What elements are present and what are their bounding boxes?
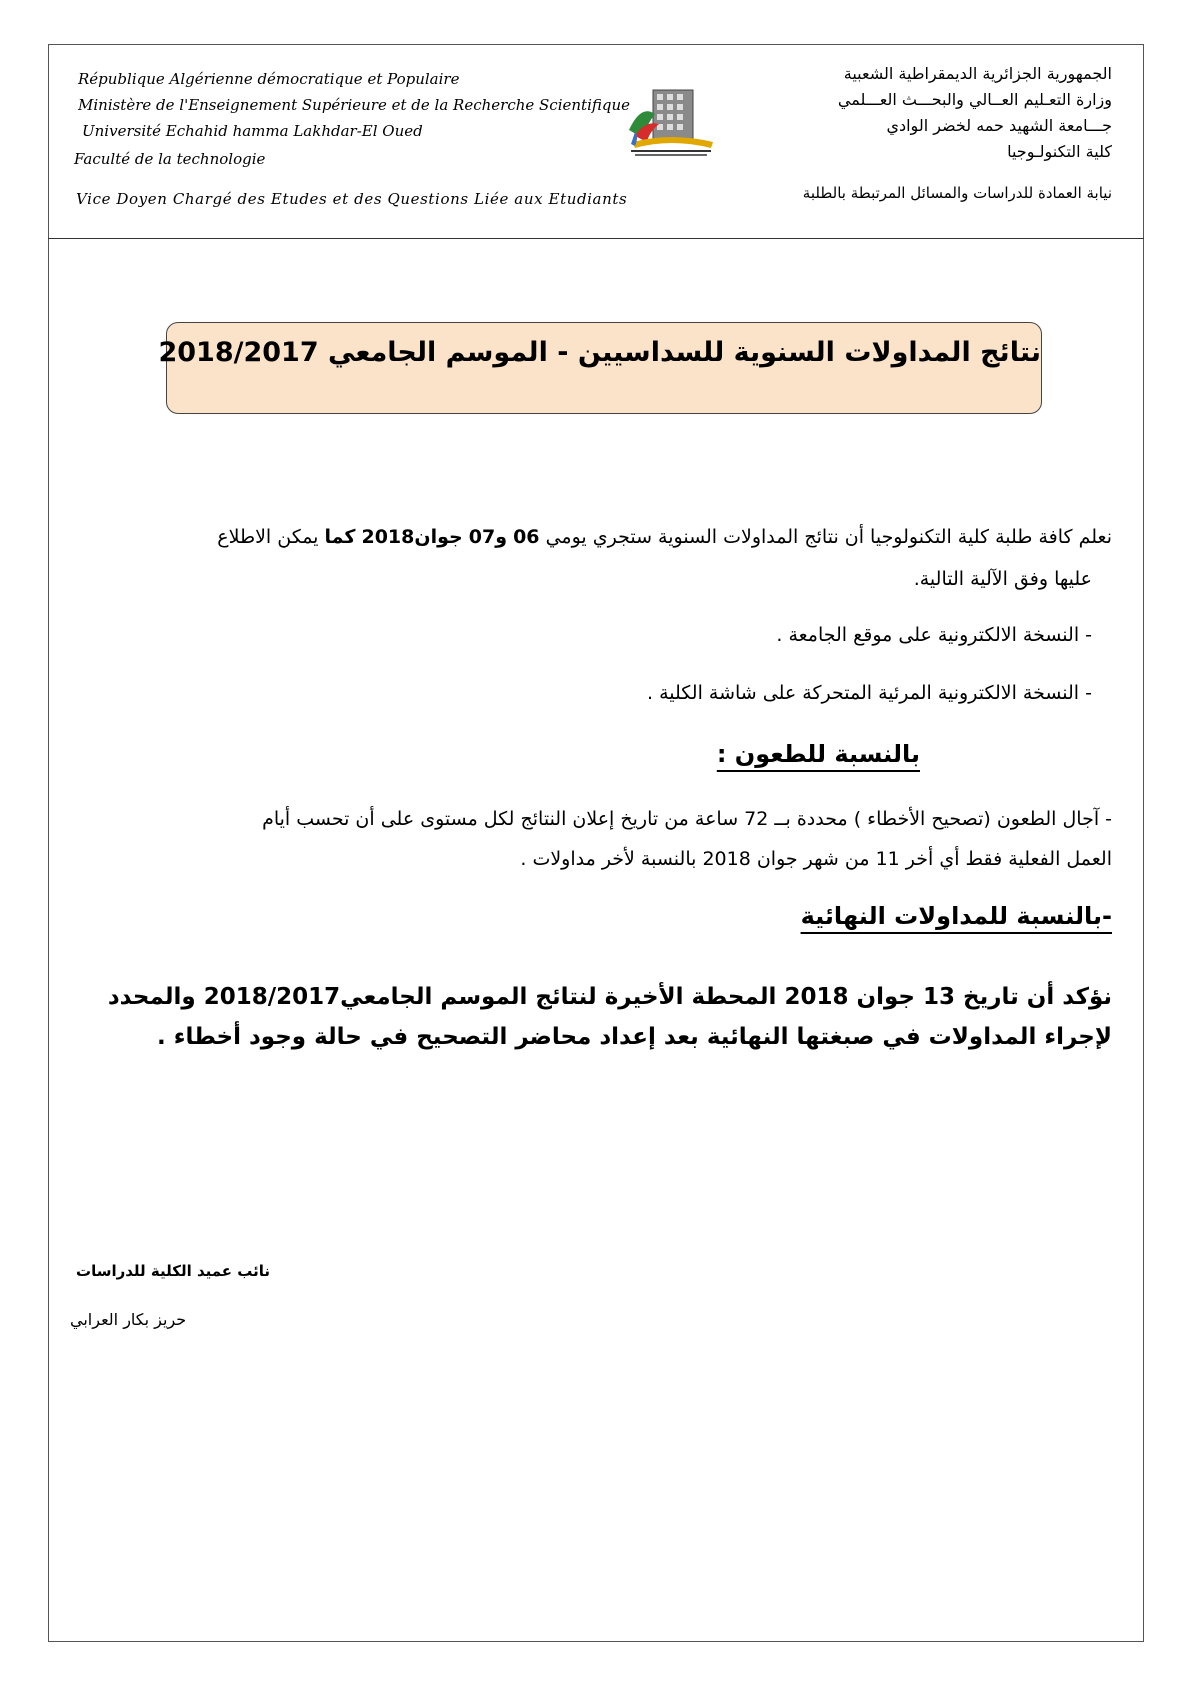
header-ar-vice-dean: نيابة العمادة للدراسات والمسائل المرتبطة بالطلبة — [802, 184, 1112, 202]
page-frame — [48, 44, 1144, 1642]
header-fr-vice-dean: Vice Doyen Chargé des Etudes et des Questions Liée aux Etudiants — [76, 190, 628, 208]
appeals-line-2: العمل الفعلية فقط أي أخر 11 من شهر جوان 2018 بالنسبة لأخر مداولات . — [520, 848, 1112, 870]
intro-day-1: 06 — [513, 526, 540, 548]
intro-day-2: 07 — [468, 526, 496, 548]
appeals-line-1: - آجال الطعون (تصحيح الأخطاء ) محددة بــ 72 ساعة من تاريخ إعلان النتائج لكل مستوى على أن تحسب أيام — [262, 808, 1112, 830]
university-logo — [625, 84, 717, 170]
signature-role: نائب عميد الكلية للدراسات — [76, 1262, 271, 1280]
header-ar-ministry: وزارة التعـليم العــالي والبحـــث العـــلمي — [837, 90, 1112, 109]
appeals-heading: بالنسبة للطعون : — [716, 740, 920, 768]
header-fr-ministry: Ministère de l'Enseignement Supérieure et de la Recherche Scientifique — [78, 96, 631, 114]
intro-line-2: عليها وفق الآلية التالية. — [913, 568, 1092, 590]
page-title: نتائج المداولات السنوية للسداسيين - الموسم الجامعي 2018/2017 — [158, 337, 1041, 368]
intro-month-year: جوان2018 — [361, 526, 463, 548]
header-ar-university: جـــامعة الشهيد حمه لخضر الوادي — [886, 116, 1112, 135]
bullet-website: - النسخة الالكترونية على موقع الجامعة . — [776, 624, 1092, 646]
intro-kama: كما — [324, 526, 356, 548]
signature-name: حريز بكار العرابي — [70, 1310, 187, 1329]
intro-line-1 — [217, 526, 1112, 548]
header-ar-republic: الجمهورية الجزائرية الديمقراطية الشعبية — [843, 64, 1112, 83]
final-line-2: لإجراء المداولات في صبغتها النهائية بعد إعداد محاضر التصحيح في حالة وجود أخطاء . — [156, 1024, 1112, 1050]
header-fr-faculty: Faculté de la technologie — [74, 150, 266, 168]
final-line-1: نؤكد أن تاريخ 13 جوان 2018 المحطة الأخيرة لنتائج الموسم الجامعي2018/2017 والمحدد — [107, 984, 1112, 1010]
final-heading: -بالنسبة للمداولات النهائية — [800, 902, 1112, 930]
intro-text-start: نعلم كافة طلبة كلية التكنولوجيا أن نتائج المداولات السنوية ستجري يومي — [545, 526, 1112, 548]
intro-text-end: يمكن الاطلاع — [217, 526, 319, 548]
bullet-screen: - النسخة الالكترونية المرئية المتحركة على شاشة الكلية . — [647, 682, 1092, 704]
header-fr-republic: République Algérienne démocratique et Populaire — [78, 70, 460, 88]
intro-and: و — [495, 526, 508, 548]
header-divider — [48, 238, 1144, 239]
header-ar-faculty: كلية التكنولـوجيا — [1007, 142, 1112, 161]
title-box — [158, 322, 1042, 414]
header-fr-university: Université Echahid hamma Lakhdar-El Oued — [82, 122, 423, 140]
